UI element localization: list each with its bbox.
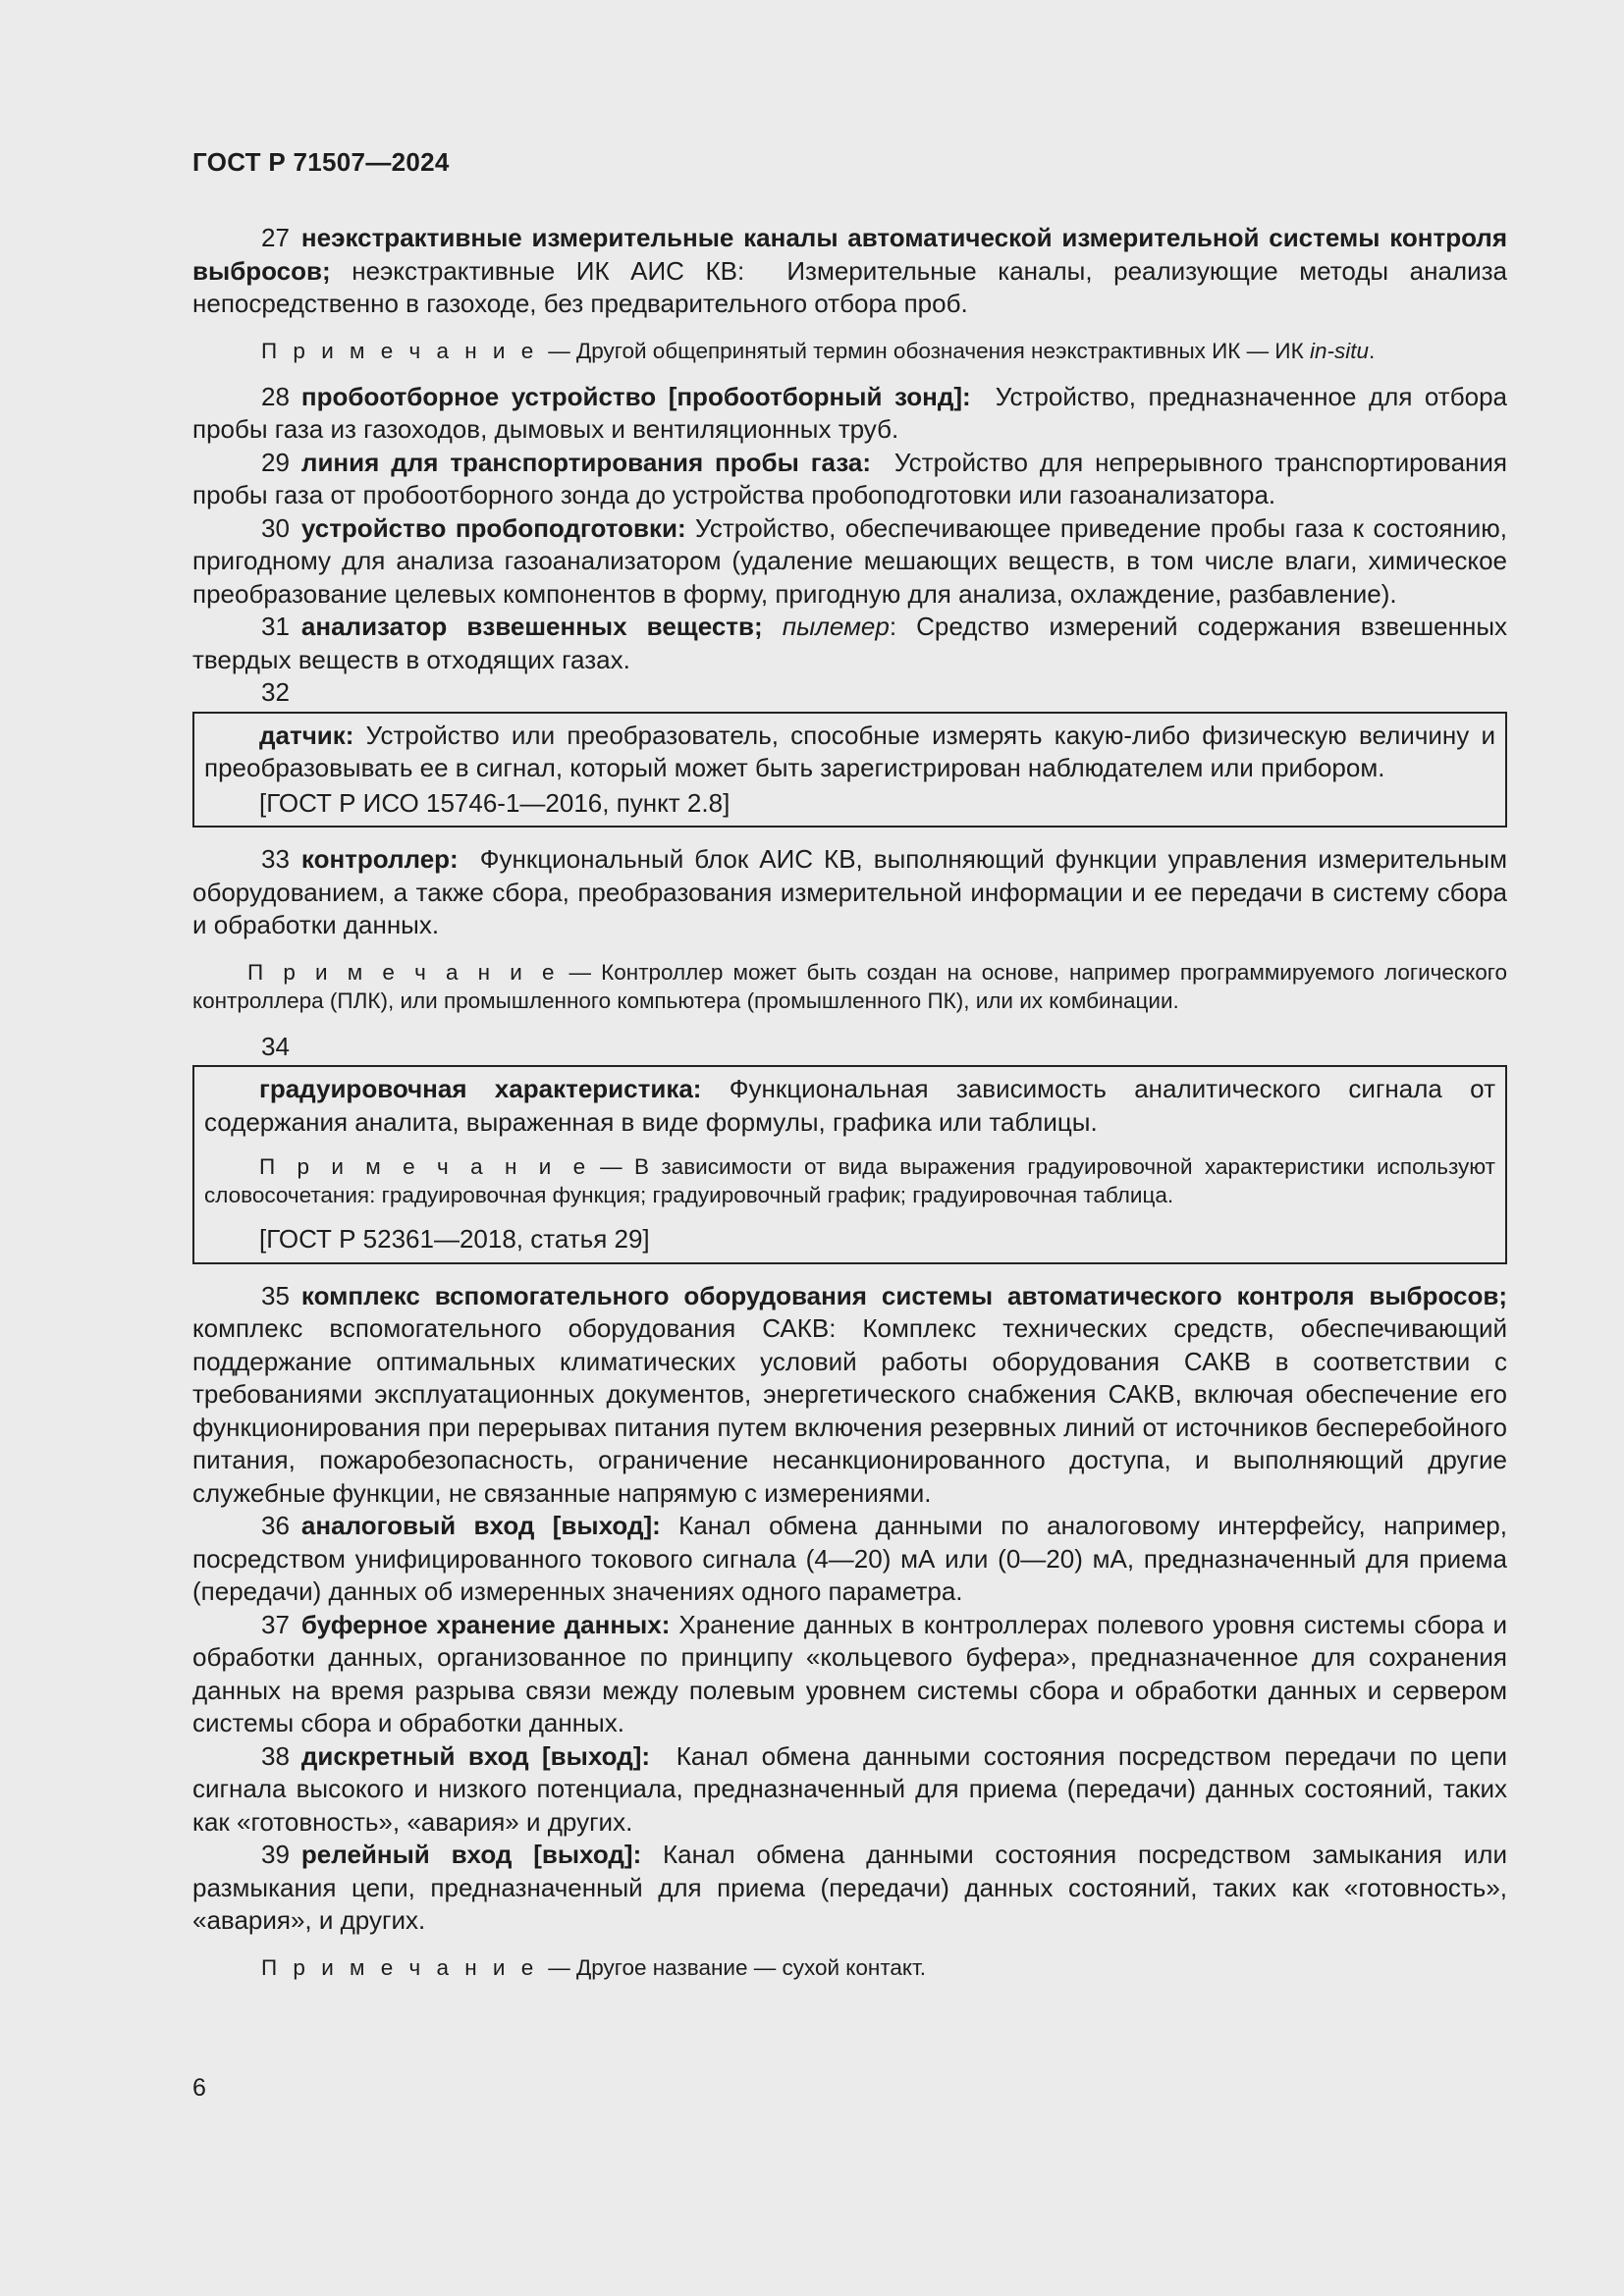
definition: Канал обмена данными по аналоговому интерфейсу, например, посредством унифицированного токового сигнала (4—20) мА или (0—20) мА, предназначенный для приема (передачи) данных об измеренных значениях одного параметра. — [192, 1511, 1507, 1606]
definition: Функциональная зависимость аналитического сигнала от содержания аналита, выраженная в виде формулы, графика или таблицы. — [204, 1074, 1495, 1137]
note-italic: in-situ — [1309, 338, 1369, 363]
entry-number: 33 — [261, 844, 290, 874]
note-33 — [192, 958, 1507, 1015]
entry-number: 36 — [261, 1511, 290, 1540]
term: градуировочная характеристика: — [259, 1074, 702, 1103]
note-text: — Контроллер может быть создан на основе, например программируемого логического контроллера (ПЛК), или промышленного компьютера (промышленного ПК), или их комбинации. — [192, 959, 1507, 1013]
term-entry-37 — [192, 1609, 1507, 1740]
entry-number: 38 — [261, 1740, 290, 1771]
definition: : Средство измерений содержания взвешенных твердых веществ в отходящих газах. — [192, 612, 1508, 674]
term: комплекс вспомогательного оборудования системы автоматического контроля выбросов; — [300, 1280, 1507, 1310]
term-entry-29 — [192, 447, 1507, 512]
definition: Устройство, обеспечивающее приведение пробы газа к состоянию, пригодному для анализа газоанализатором (удаление мешающих веществ, в том числе влаги, химическое преобразование целевых компонентов в форму, пригодную для анализа, охлаждение, разбавление). — [192, 512, 1507, 609]
entry-number: 31 — [261, 612, 290, 641]
note-label: П р и м е ч а н и е — [259, 1154, 591, 1179]
term: контроллер: — [300, 844, 459, 874]
source-reference: [ГОСТ Р ИСО 15746-1—2016, пункт 2.8] — [259, 787, 731, 818]
note-text: — В зависимости от вида выражения градуировочной характеристики используют словосочетания: градуировочная функция; градуировочный график; градуировочная таблица. — [204, 1154, 1495, 1207]
term-entry-35 — [192, 1280, 1507, 1511]
definition: Устройство для непрерывного транспортирования пробы газа от пробоотборного зонда до устройства пробоподготовки или газоанализатора. — [192, 447, 1507, 509]
note-label: П р и м е ч а н и е — [261, 1954, 539, 1980]
synonym: комплекс вспомогательного оборудования САКВ: — [192, 1313, 837, 1343]
document-body — [192, 222, 1507, 1998]
quoted-term-box-34 — [192, 1065, 1507, 1264]
term-entry-33 — [192, 843, 1507, 942]
note-27 — [192, 337, 1507, 365]
term: буферное хранение данных: — [300, 1609, 671, 1639]
document-header: ГОСТ Р 71507—2024 — [192, 147, 450, 177]
term: анализатор взвешенных веществ; — [300, 612, 763, 641]
entry-number: 35 — [261, 1280, 290, 1310]
definition: Измерительные каналы, реализующие методы анализа непосредственно в газоходе, без предварительного отбора проб. — [192, 255, 1507, 318]
term: датчик: — [259, 720, 354, 750]
synonym: пылемер — [782, 612, 890, 641]
term: релейный вход [выход]: — [300, 1840, 642, 1869]
note-39 — [192, 1953, 1507, 1982]
entry-number-34: 34 — [261, 1031, 290, 1061]
term: неэкстрактивные измерительные каналы автоматической измерительной системы контроля выбросов; — [192, 223, 1507, 286]
quoted-term-box-32 — [192, 712, 1507, 828]
term-entry-36 — [192, 1510, 1507, 1609]
note-34 — [204, 1152, 1495, 1209]
term-entry-32 — [204, 720, 1495, 785]
entry-number: 28 — [261, 381, 290, 411]
term-entry-27 — [192, 222, 1507, 321]
definition: Канал обмена данными состояния посредством передачи по цепи сигнала высокого и низкого потенциала, предназначенный для приема (передачи) данных состояний, таких как «готовность», «авария» и других. — [192, 1740, 1507, 1837]
term: аналоговый вход [выход]: — [300, 1511, 661, 1540]
term-entry-28 — [192, 381, 1507, 447]
entry-number: 29 — [261, 447, 290, 477]
definition: Канал обмена данными состояния посредством замыкания или размыкания цепи, предназначенный для приема (передачи) данных состояний, таких как «готовность», «авария», и других. — [192, 1840, 1507, 1935]
page-number: 6 — [192, 2074, 206, 2102]
definition: Хранение данных в контроллерах полевого уровня системы сбора и обработки данных, организованное по принципу «кольцевого буфера», предназначенное для сохранения данных на время разрыва связи между полевым уровнем системы сбора и обработки данных и сервером системы сбора и обработки данных. — [192, 1609, 1507, 1737]
definition: Комплекс технических средств, обеспечивающий поддержание оптимальных климатических условий работы оборудования САКВ в соответствии с требованиями эксплуатационных документов, энергетического снабжения САКВ, включая обеспечение его функционирования при перерывах питания путем включения резервных линий от источников бесперебойного питания, пожаробезопасность, ограничение несанкционированного доступа, и выполняющий другие служебные функции, не связанные напрямую с измерениями. — [192, 1313, 1507, 1508]
note-label: П р и м е ч а н и е — [261, 338, 539, 363]
definition: Устройство, предназначенное для отбора пробы газа из газоходов, дымовых и вентиляционных труб. — [192, 381, 1507, 444]
term-entry-30 — [192, 512, 1507, 612]
entry-number: 30 — [261, 512, 290, 543]
entry-number-32: 32 — [261, 677, 290, 707]
note-label: П р и м е ч а н и е — [247, 959, 560, 985]
note-text: — Другой общепринятый термин обозначения неэкстрактивных ИК — ИК — [548, 338, 1304, 363]
definition: Функциональный блок АИС КВ, выполняющий функции управления измерительным оборудованием, а также сбора, преобразования измерительной информации и ее передачи в систему сбора и обработки данных. — [192, 844, 1507, 939]
term: линия для транспортирования пробы газа: — [300, 447, 872, 477]
entry-number: 27 — [261, 223, 290, 252]
note-text: — Другое название — сухой контакт. — [548, 1954, 927, 1980]
term-entry-38 — [192, 1740, 1507, 1840]
entry-number: 37 — [261, 1609, 290, 1639]
term: дискретный вход [выход]: — [300, 1740, 651, 1771]
synonym: неэкстрактивные ИК АИС КВ: — [352, 255, 745, 286]
term: пробоотборное устройство [пробоотборный зонд]: — [300, 381, 971, 411]
note-end: . — [1369, 338, 1376, 363]
term-entry-34 — [204, 1073, 1495, 1139]
term-entry-31 — [192, 611, 1507, 676]
definition: Устройство или преобразователь, способные измерять какую-либо физическую величину и преобразовывать ее в сигнал, который может быть зарегистрирован наблюдателем или прибором. — [204, 720, 1495, 782]
term: устройство пробоподготовки: — [300, 512, 686, 543]
entry-number: 39 — [261, 1840, 290, 1869]
source-reference: [ГОСТ Р 52361—2018, статья 29] — [259, 1224, 650, 1254]
term-entry-39 — [192, 1839, 1507, 1938]
